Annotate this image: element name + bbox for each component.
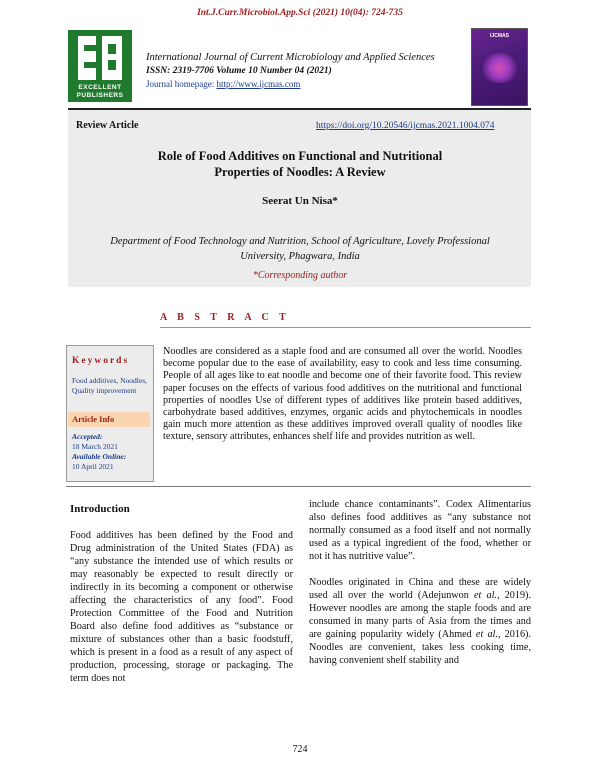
article-info-heading: Article Info bbox=[68, 412, 150, 427]
journal-homepage bbox=[146, 79, 300, 89]
publisher-logo bbox=[68, 30, 132, 102]
header-divider bbox=[68, 108, 531, 110]
affiliation-line-1: Department of Food Technology and Nutrition, School of Agriculture, Lovely Professional bbox=[110, 236, 490, 247]
keywords-list: Food additives, Noodles, Quality improvement bbox=[72, 376, 147, 395]
available-label: Available Online: bbox=[72, 452, 127, 461]
title-line-1: Role of Food Additives on Functional and Nutritional bbox=[157, 149, 443, 163]
page-number: 724 bbox=[292, 744, 308, 755]
homepage-label: Journal homepage: bbox=[146, 79, 217, 89]
body-column-left bbox=[70, 529, 293, 685]
author-name: Seerat Un Nisa* bbox=[262, 195, 338, 207]
paragraph: Food additives has been defined by the Food and Drug administration of the United States (FDA) as “any substance the intended use of which results or may reasonably be expected to result directly or indirectly in its becoming a component or otherwise affecting the characteristics of any food”. Food Protection Committee of the Food and Nutrition Board also define food additives as “substance or mixture of substances other than a basic foodstuff, which is present in a food as a result of any aspect of production, processing, storage or packaging. The term does not bbox=[70, 530, 293, 684]
accepted-label: Accepted: bbox=[72, 432, 103, 441]
corresponding-author-note: *Corresponding author bbox=[252, 270, 348, 281]
abstract-text: Noodles are considered as a staple food and are consumed all over the world. Noodles become popular due to the ease of availability, easy to cook and less time consuming. People of all ages like to eat noodle and become one of their favorite food. This review paper focuses on the effects of various food additives on the nutritional and functional properties of noodles Use of different types of additives like protein based additives, carbohydrate based additives, enzymes, organic acids and phytochemicals in noodles gain much more attention as these additives improved overall quality of noodles like texture, sensory attributes, enhances shelf life and provides nutrition as well. bbox=[163, 346, 522, 443]
title-line-2: Properties of Noodles: A Review bbox=[214, 165, 386, 179]
logo-text-publishers: PUBLISHERS bbox=[76, 92, 124, 99]
available-date: 10 April 2021 bbox=[72, 462, 114, 471]
paragraph: include chance contaminants”. Codex Alimentarius also defines food additives as “any substance not normally consumed as a food itself and not normally used as a typical ingredient of the food, whether or not it has nutritive value”. bbox=[309, 499, 531, 562]
citation-line: Int.J.Curr.Microbiol.App.Sci (2021) 10(04): 724-735 bbox=[197, 8, 403, 18]
paragraph: Noodles originated in China and these are widely used all over the world (Adejunwon et al., 2019). However noodles are among the staple foods and are consumed in many parts of Asia from the times and are gaining popularity widely (Ahmed et al., 2016). Noodles are convenient, takes less cooking time, having convenient shelf stability and bbox=[309, 577, 531, 666]
keywords-heading: Keywords bbox=[72, 356, 130, 366]
introduction-heading: Introduction bbox=[70, 503, 130, 515]
article-title bbox=[90, 148, 510, 180]
issn-line: ISSN: 2319-7706 Volume 10 Number 04 (2021) bbox=[146, 66, 332, 76]
homepage-link[interactable]: http://www.ijcmas.com bbox=[216, 79, 301, 89]
accepted-date: 18 March 2021 bbox=[72, 442, 118, 451]
affiliation-line-2: University, Phagwara, India bbox=[240, 251, 360, 262]
cover-title: IJCMAS bbox=[490, 33, 509, 39]
article-dates bbox=[72, 432, 150, 472]
abstract-heading: A B S T R A C T bbox=[160, 312, 290, 323]
affiliation bbox=[80, 234, 520, 264]
doi-link[interactable]: https://doi.org/10.20546/ijcmas.2021.1004.074 bbox=[316, 121, 495, 131]
abstract-bottom-divider bbox=[66, 486, 531, 487]
body-column-right bbox=[309, 498, 531, 667]
abstract-divider bbox=[160, 327, 531, 328]
article-type: Review Article bbox=[76, 120, 139, 131]
logo-text-excellent: EXCELLENT bbox=[78, 84, 122, 91]
journal-name: International Journal of Current Microbiology and Applied Sciences bbox=[146, 52, 435, 63]
journal-cover-image bbox=[471, 28, 528, 106]
